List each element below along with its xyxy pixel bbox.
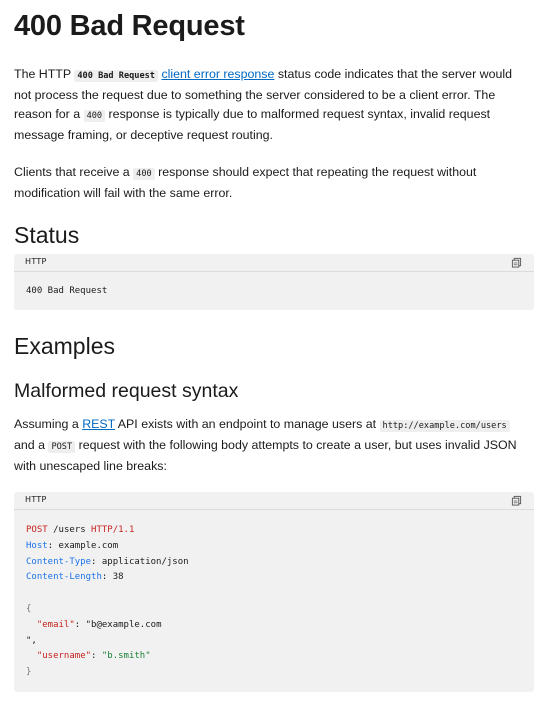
code-language-label: HTTP [25,495,47,504]
code-language-label: HTTP [25,257,47,266]
inline-code-400: 400 [133,168,155,180]
status-code-block [14,254,534,310]
malformed-subheading: Malformed request syntax [14,380,239,402]
examples-heading: Examples [14,333,115,359]
inline-code-post: POST [48,441,75,453]
inline-code-url: http://example.com/users [380,420,510,432]
copy-icon[interactable] [511,257,522,268]
code-block-header [14,254,534,272]
page-title: 400 Bad Request [14,10,245,42]
rest-link[interactable]: REST [82,417,116,431]
inline-code-status: 400 Bad Request [74,70,158,82]
inline-code-400: 400 [84,110,106,122]
examples-paragraph: Assuming a REST API exists with an endpoint to manage users at http://example.com/users and a POST request with the following body attempts to create a user, but uses invalid JSON with unescaped line breaks: [14,417,517,473]
example-code: POST /users HTTP/1.1 Host: example.com Content-Type: application/json Content-Length: 38 { "email": "b@example.com ", "username": "b.smith" } [26,525,189,678]
intro-paragraph: The HTTP 400 Bad Request client error response status code indicates that the server would not process the request due to something the server considered to be a client error. The reason for a 400 response is typically due to malformed request syntax, invalid request message framing, or deceptive request routing. [14,67,513,142]
clients-paragraph: Clients that receive a 400 response should expect that repeating the request without modification will fail with the same error. [14,165,477,200]
copy-icon[interactable] [511,495,522,506]
example-code-block [14,492,534,692]
code-block-header [14,492,534,510]
status-code: 400 Bad Request [26,286,108,296]
client-error-link[interactable]: client error response [161,67,275,81]
status-heading: Status [14,222,80,248]
